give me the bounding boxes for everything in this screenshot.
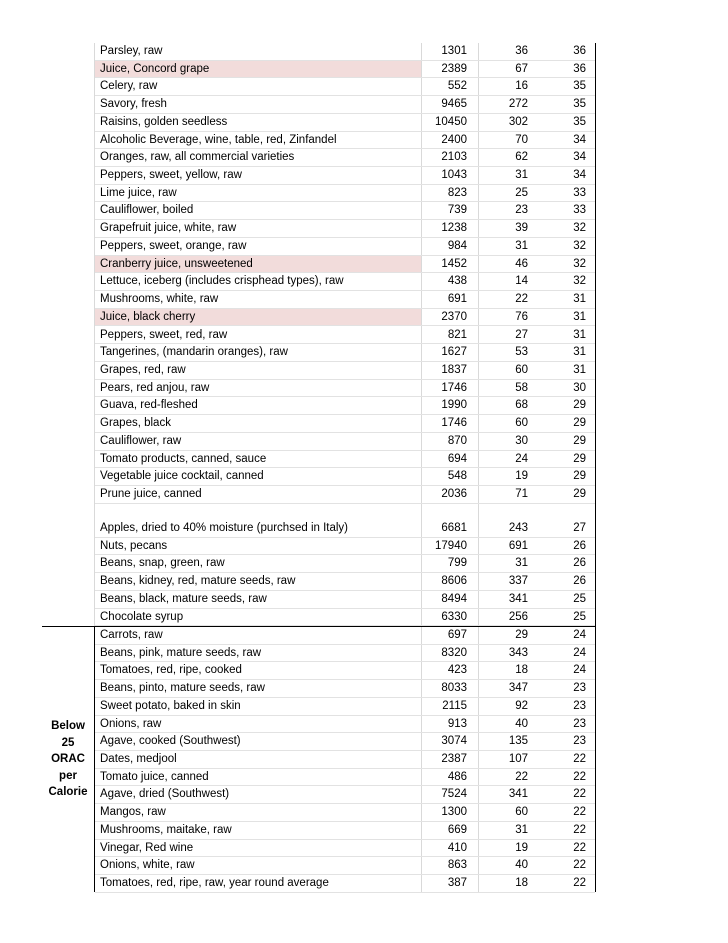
table-row [95,680,595,698]
food-name-cell: Raisins, golden seedless [100,115,228,128]
orac-per-calorie-cell: 35 [573,98,586,111]
calories-value-cell: 691 [508,539,528,552]
calories-value-cell: 40 [515,859,528,872]
orac-per-calorie-cell: 33 [573,186,586,199]
orac-value-cell: 2036 [441,488,467,500]
food-name-cell: Vegetable juice cocktail, canned [100,470,264,483]
orac-per-calorie-cell: 34 [573,169,586,182]
orac-per-calorie-cell: 29 [573,434,586,447]
orac-value-cell: 697 [447,629,467,641]
table-row [95,344,595,362]
orac-per-calorie-cell: 23 [573,735,586,748]
orac-per-calorie-cell: 22 [573,806,586,819]
calories-value-cell: 60 [515,363,528,376]
orac-per-calorie-cell: 35 [573,115,586,128]
orac-per-calorie-cell: 33 [573,204,586,217]
orac-value-cell: 3074 [441,735,467,748]
food-name-cell: Peppers, sweet, red, raw [100,328,228,341]
table-row [95,309,595,327]
table-row [95,486,595,504]
calories-value-cell: 62 [515,151,528,164]
orac-value-cell: 694 [447,452,467,465]
calories-value-cell: 18 [515,877,528,890]
table-row [95,786,595,804]
orac-per-calorie-cell: 22 [573,770,586,783]
table-row [95,291,595,309]
orac-per-calorie-cell: 26 [573,575,586,588]
orac-per-calorie-cell: 22 [573,823,586,836]
orac-value-cell: 823 [447,186,467,199]
orac-per-calorie-cell: 25 [573,592,586,605]
column-divider-right [595,43,596,892]
orac-value-cell: 1746 [441,381,467,394]
calories-value-cell: 27 [515,328,528,341]
table-row [95,61,595,79]
orac-value-cell: 9465 [441,98,467,111]
food-name-cell: Lettuce, iceberg (includes crisphead types), raw [100,275,344,288]
calories-value-cell: 29 [515,629,528,641]
orac-value-cell: 1990 [441,399,467,412]
orac-value-cell: 8033 [441,682,467,695]
calories-value-cell: 341 [508,788,528,801]
calories-value-cell: 135 [508,735,528,748]
orac-value-cell: 548 [447,470,467,483]
orac-value-cell: 821 [447,328,467,341]
orac-value-cell: 2389 [441,62,467,75]
group-label: Below 25 ORAC per Calorie [48,720,88,799]
table-row [95,415,595,433]
table-row [95,362,595,380]
calories-value-cell: 22 [515,770,528,783]
table-row [95,43,595,61]
orac-per-calorie-cell: 31 [573,346,586,359]
calories-value-cell: 337 [508,575,528,588]
orac-value-cell: 6681 [441,522,467,534]
calories-value-cell: 31 [515,169,528,182]
orac-per-calorie-cell: 36 [573,62,586,75]
orac-value-cell: 438 [447,275,467,288]
calories-value-cell: 53 [515,346,528,359]
calories-value-cell: 68 [515,399,528,412]
table-row [95,698,595,716]
orac-value-cell: 1043 [441,169,467,182]
table-row [95,573,595,591]
orac-value-cell: 2370 [441,310,467,323]
calories-value-cell: 19 [515,841,528,854]
calories-value-cell: 71 [515,488,528,500]
table-row [95,751,595,769]
table-row [95,167,595,185]
orac-per-calorie-cell: 34 [573,151,586,164]
table-row [95,875,595,893]
calories-value-cell: 58 [515,381,528,394]
orac-value-cell: 870 [447,434,467,447]
table-row [95,609,595,627]
orac-value-cell: 1301 [441,45,467,57]
calories-value-cell: 60 [515,806,528,819]
orac-per-calorie-cell: 29 [573,399,586,412]
orac-value-cell: 552 [447,80,467,93]
calories-value-cell: 67 [515,62,528,75]
calories-value-cell: 36 [515,45,528,57]
orac-per-calorie-cell: 35 [573,80,586,93]
food-name-cell: Peppers, sweet, orange, raw [100,239,247,252]
food-name-cell: Tangerines, (mandarin oranges), raw [100,346,288,359]
food-name-cell: Tomato products, canned, sauce [100,452,267,465]
food-name-cell: Tomatoes, red, ripe, cooked [100,664,242,677]
calories-value-cell: 30 [515,434,528,447]
calories-value-cell: 272 [508,98,528,111]
food-name-cell: Pears, red anjou, raw [100,381,210,394]
food-name-cell: Beans, pink, mature seeds, raw [100,646,262,659]
table-row [95,132,595,150]
orac-per-calorie-cell: 31 [573,328,586,341]
calories-value-cell: 107 [508,753,528,766]
orac-value-cell: 8320 [441,646,467,659]
orac-per-calorie-cell: 31 [573,293,586,306]
table-row [95,273,595,291]
table-row [95,114,595,132]
calories-value-cell: 302 [508,115,528,128]
table-row [95,520,595,538]
orac-value-cell: 739 [447,204,467,217]
table-row [95,238,595,256]
food-name-cell: Cauliflower, boiled [100,204,194,217]
food-name-cell: Grapefruit juice, white, raw [100,222,237,235]
orac-per-calorie-cell: 22 [573,753,586,766]
orac-per-calorie-cell: 29 [573,488,586,500]
calories-value-cell: 343 [508,646,528,659]
table-row [95,857,595,875]
orac-value-cell: 1627 [441,346,467,359]
orac-per-calorie-cell: 31 [573,363,586,376]
food-name-cell: Apples, dried to 40% moisture (purchsed in Italy) [100,522,349,534]
orac-value-cell: 423 [447,664,467,677]
table-row [95,96,595,114]
food-name-cell: Juice, black cherry [95,309,421,326]
orac-value-cell: 863 [447,859,467,872]
orac-value-cell: 1300 [441,806,467,819]
food-name-cell: Nuts, pecans [100,539,168,552]
orac-value-cell: 10450 [435,115,467,128]
food-name-cell: Onions, white, raw [100,859,195,872]
calories-value-cell: 76 [515,310,528,323]
table-row [95,149,595,167]
orac-value-cell: 410 [447,841,467,854]
orac-value-cell: 6330 [441,610,467,623]
orac-per-calorie-cell: 26 [573,557,586,570]
food-name-cell: Beans, pinto, mature seeds, raw [100,682,265,695]
food-name-cell: Onions, raw [100,717,162,730]
food-name-cell: Oranges, raw, all commercial varieties [100,151,295,164]
table-row [95,555,595,573]
orac-value-cell: 1452 [441,257,467,270]
orac-per-calorie-cell: 29 [573,452,586,465]
table-row [95,716,595,734]
table-row [95,397,595,415]
calories-value-cell: 46 [515,257,528,270]
table-row [95,78,595,96]
table-row [95,538,595,556]
food-name-cell: Prune juice, canned [100,488,202,500]
orac-per-calorie-cell: 22 [573,841,586,854]
orac-per-calorie-cell: 24 [573,629,586,641]
table-row [95,185,595,203]
food-name-cell: Lime juice, raw [100,186,177,199]
food-name-cell: Agave, cooked (Southwest) [100,735,241,748]
food-name-cell: Tomatoes, red, ripe, raw, year round average [100,877,329,890]
table-row [95,645,595,663]
orac-per-calorie-cell: 22 [573,788,586,801]
orac-value-cell: 2400 [441,133,467,146]
orac-per-calorie-cell: 24 [573,664,586,677]
orac-per-calorie-cell: 23 [573,699,586,712]
food-name-cell: Chocolate syrup [100,610,184,623]
orac-per-calorie-cell: 22 [573,859,586,872]
food-name-cell: Peppers, sweet, yellow, raw [100,169,242,182]
table-row [95,627,595,645]
table-row [95,804,595,822]
orac-per-calorie-cell: 29 [573,470,586,483]
table-row [95,468,595,486]
orac-value-cell: 1837 [441,363,467,376]
orac-per-calorie-cell: 23 [573,682,586,695]
table-row [95,662,595,680]
food-name-cell: Juice, Concord grape [95,61,421,78]
food-name-cell: Grapes, red, raw [100,363,186,376]
orac-per-calorie-cell: 34 [573,133,586,146]
orac-per-calorie-cell: 27 [573,522,586,534]
table-row [95,256,595,274]
table-row [95,220,595,238]
orac-value-cell: 913 [447,717,467,730]
orac-value-cell: 7524 [441,788,467,801]
orac-value-cell: 8606 [441,575,467,588]
food-name-cell: Beans, kidney, red, mature seeds, raw [100,575,296,588]
food-name-cell: Sweet potato, baked in skin [100,699,241,712]
food-name-cell: Mangos, raw [100,806,166,819]
orac-value-cell: 2103 [441,151,467,164]
food-name-cell: Dates, medjool [100,753,177,766]
table-row [95,433,595,451]
food-name-cell: Mushrooms, white, raw [100,293,219,306]
orac-per-calorie-cell: 31 [573,310,586,323]
table-row [95,733,595,751]
calories-value-cell: 92 [515,699,528,712]
orac-value-cell: 984 [447,239,467,252]
food-name-cell: Cauliflower, raw [100,434,182,447]
table-row [95,451,595,469]
orac-value-cell: 691 [447,293,467,306]
food-name-cell: Guava, red-fleshed [100,399,198,412]
orac-value-cell: 486 [447,770,467,783]
calories-value-cell: 16 [515,80,528,93]
calories-value-cell: 24 [515,452,528,465]
calories-value-cell: 60 [515,417,528,430]
orac-value-cell: 799 [447,557,467,570]
orac-value-cell: 2387 [441,753,467,766]
orac-per-calorie-cell: 24 [573,646,586,659]
orac-per-calorie-cell: 22 [573,877,586,890]
table-row [95,822,595,840]
orac-per-calorie-cell: 30 [573,381,586,394]
calories-value-cell: 31 [515,239,528,252]
food-name-cell: Carrots, raw [100,629,163,641]
orac-per-calorie-cell: 23 [573,717,586,730]
orac-value-cell: 8494 [441,592,467,605]
food-name-cell: Agave, dried (Southwest) [100,788,230,801]
food-name-cell: Alcoholic Beverage, wine, table, red, Zinfandel [100,133,337,146]
food-name-cell: Savory, fresh [100,98,167,111]
food-name-cell: Cranberry juice, unsweetened [95,256,421,273]
calories-value-cell: 39 [515,222,528,235]
calories-value-cell: 243 [508,522,528,534]
table-row [95,591,595,609]
orac-per-calorie-cell: 36 [573,45,586,57]
orac-value-cell: 1238 [441,222,467,235]
food-name-cell: Vinegar, Red wine [100,841,194,854]
orac-value-cell: 669 [447,823,467,836]
food-name-cell: Celery, raw [100,80,158,93]
orac-value-cell: 387 [447,877,467,890]
orac-value-cell: 1746 [441,417,467,430]
calories-value-cell: 31 [515,823,528,836]
calories-value-cell: 19 [515,470,528,483]
calories-value-cell: 25 [515,186,528,199]
calories-value-cell: 40 [515,717,528,730]
orac-per-calorie-cell: 32 [573,222,586,235]
table-row [95,380,595,398]
calories-value-cell: 23 [515,204,528,217]
food-name-cell: Tomato juice, canned [100,770,209,783]
calories-value-cell: 256 [508,610,528,623]
calories-value-cell: 22 [515,293,528,306]
food-name-cell: Beans, black, mature seeds, raw [100,592,267,605]
calories-value-cell: 18 [515,664,528,677]
table-row [95,327,595,345]
orac-per-calorie-cell: 32 [573,275,586,288]
calories-value-cell: 70 [515,133,528,146]
food-name-cell: Mushrooms, maitake, raw [100,823,232,836]
food-name-cell: Beans, snap, green, raw [100,557,225,570]
table-row [95,840,595,858]
orac-value-cell: 17940 [435,539,467,552]
orac-per-calorie-cell: 32 [573,239,586,252]
orac-per-calorie-cell: 32 [573,257,586,270]
calories-value-cell: 347 [508,682,528,695]
orac-per-calorie-cell: 26 [573,539,586,552]
table-row [95,769,595,787]
table-row [95,202,595,220]
food-name-cell: Parsley, raw [100,45,163,57]
calories-value-cell: 14 [515,275,528,288]
calories-value-cell: 341 [508,592,528,605]
calories-value-cell: 31 [515,557,528,570]
orac-value-cell: 2115 [442,699,467,712]
food-name-cell: Grapes, black [100,417,171,430]
orac-per-calorie-cell: 29 [573,417,586,430]
orac-per-calorie-cell: 25 [573,610,586,623]
